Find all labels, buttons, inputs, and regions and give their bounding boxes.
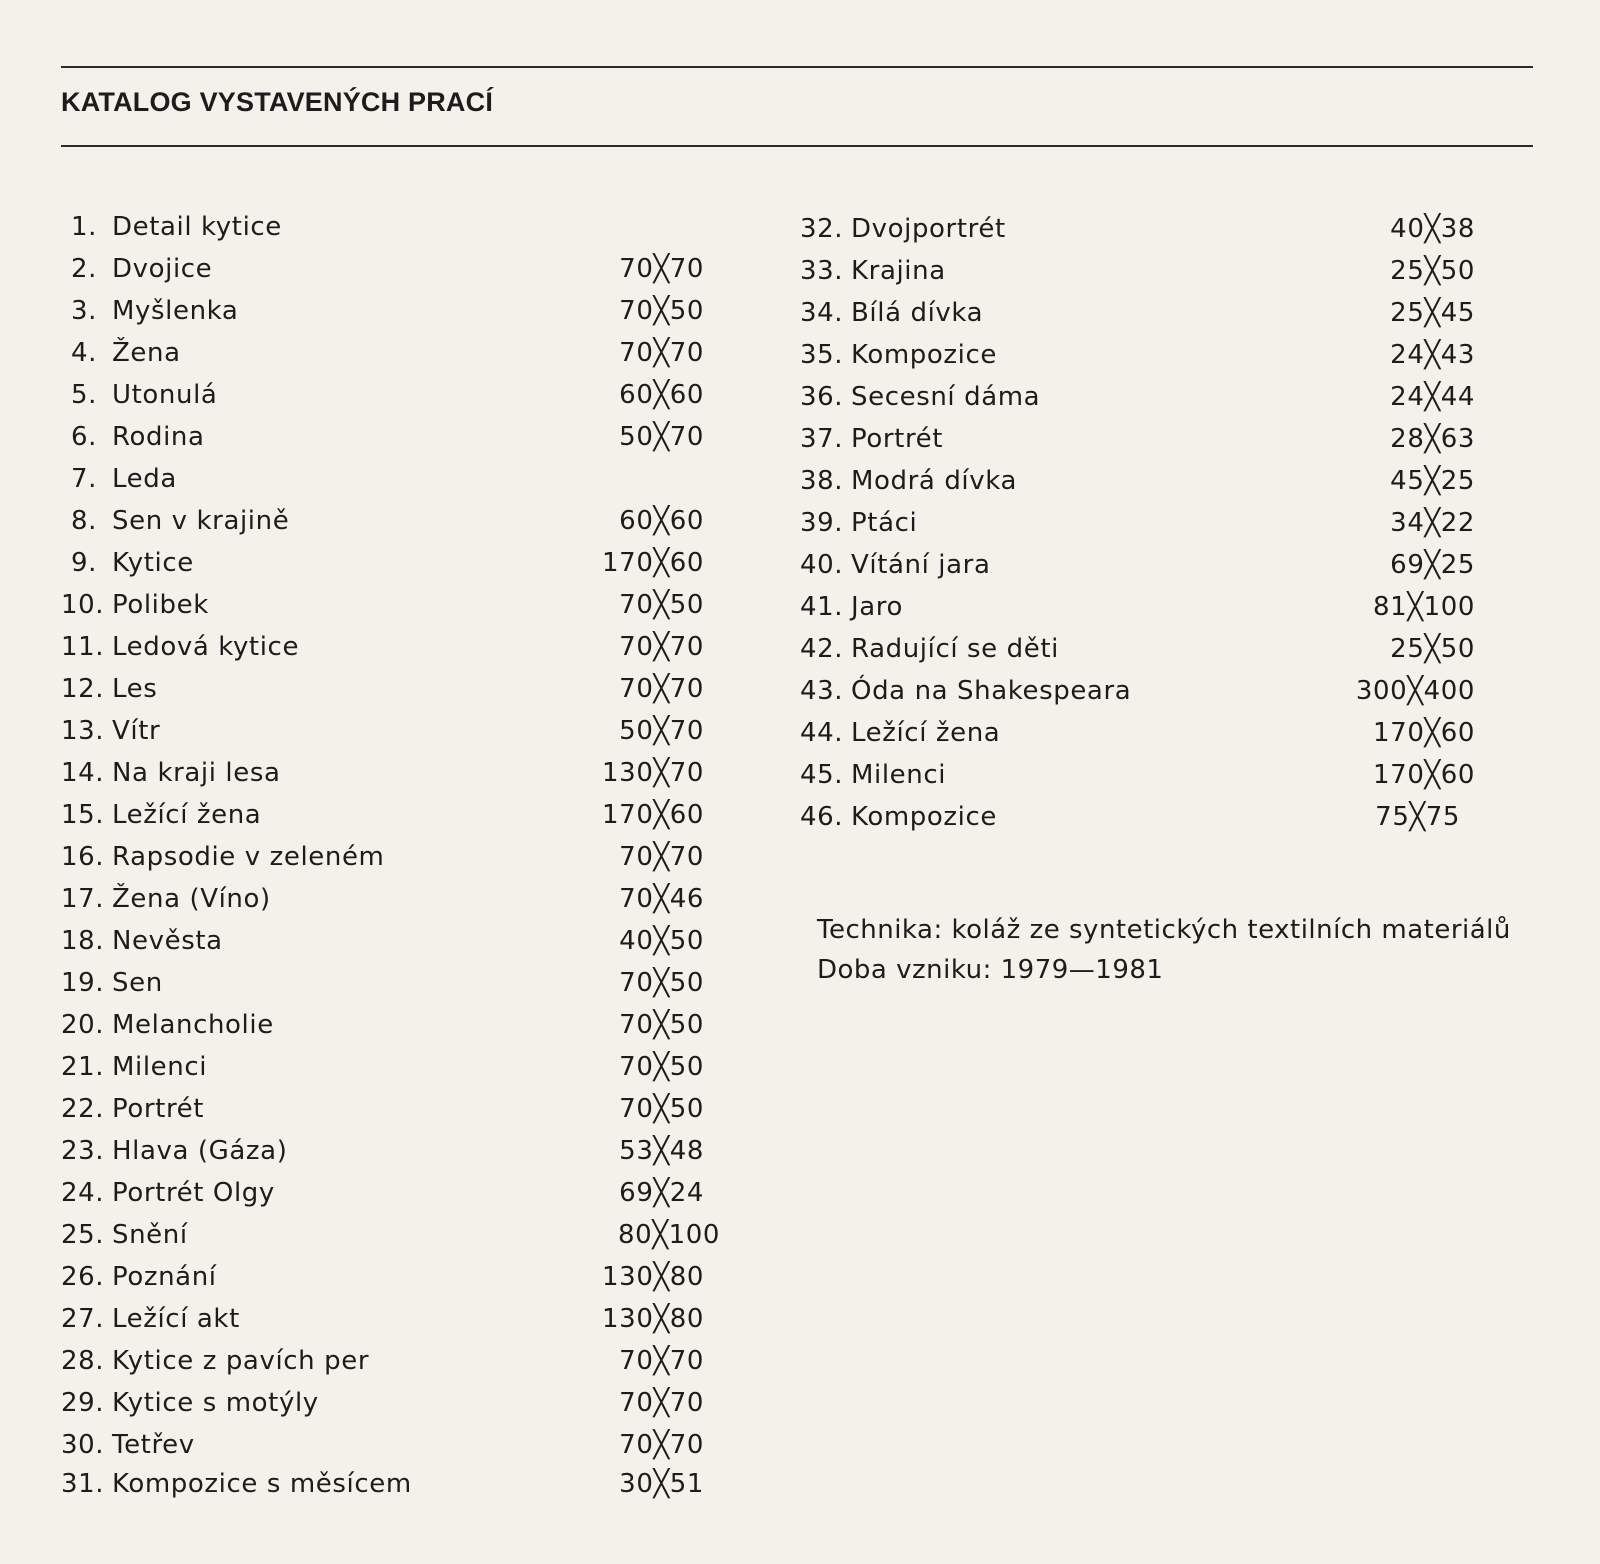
catalog-item: [61, 1388, 721, 1430]
catalog-item-title: Milenci: [851, 760, 947, 790]
catalog-item: [800, 424, 1475, 466]
catalog-item-number: 37.: [800, 424, 844, 454]
catalog-item-title: Ležící žena: [851, 718, 1001, 748]
catalog-item-number: 13.: [61, 716, 105, 746]
title-rule: [61, 145, 1533, 147]
catalog-item-title: Portrét: [851, 424, 944, 454]
catalog-item-title: Portrét: [112, 1094, 205, 1124]
catalog-item: [61, 380, 721, 422]
catalog-item-title: Ležící žena: [112, 800, 262, 830]
catalog-item-dimensions: 70╳50: [619, 1010, 704, 1040]
catalog-item-title: Krajina: [851, 256, 946, 286]
catalog-item-dimensions: 80╳100: [618, 1220, 720, 1250]
catalog-item-number: 15.: [61, 800, 105, 830]
catalog-item-title: Ležící akt: [112, 1304, 240, 1334]
catalog-notes: [817, 910, 1511, 990]
catalog-item: [61, 212, 721, 254]
catalog-item-number: 19.: [61, 968, 105, 998]
catalog-item: [61, 1094, 721, 1136]
catalog-item-dimensions: 300╳400: [1355, 676, 1475, 706]
catalog-item-title: Snění: [112, 1220, 188, 1250]
catalog-item: [61, 1010, 721, 1052]
catalog-item: [800, 214, 1475, 256]
catalog-item-title: Utonulá: [112, 380, 218, 410]
catalog-item: [800, 718, 1475, 760]
catalog-item-number: 38.: [800, 466, 844, 496]
catalog-item-number: 24.: [61, 1178, 105, 1208]
catalog-item-number: 36.: [800, 382, 844, 412]
catalog-item: [61, 1178, 721, 1220]
catalog-item-title: Leda: [112, 464, 177, 494]
page-title: KATALOG VYSTAVENÝCH PRACÍ: [61, 87, 494, 117]
catalog-item-dimensions: 60╳60: [619, 380, 704, 410]
catalog-item-number: 42.: [800, 634, 844, 664]
catalog-item: [800, 802, 1475, 844]
catalog-item: [61, 1430, 721, 1469]
catalog-item-title: Vítání jara: [851, 550, 991, 580]
catalog-item-number: 43.: [800, 676, 844, 706]
catalog-item-dimensions: 130╳70: [602, 758, 704, 788]
catalog-item-number: 14.: [61, 758, 105, 788]
catalog-item: [800, 256, 1475, 298]
catalog-item-number: 46.: [800, 802, 844, 832]
catalog-item: [61, 1346, 721, 1388]
catalog-item-title: Hlava (Gáza): [112, 1136, 288, 1166]
catalog-item-number: 45.: [800, 760, 844, 790]
catalog-item-number: 34.: [800, 298, 844, 328]
catalog-item-number: 22.: [61, 1094, 105, 1124]
catalog-item-title: Modrá dívka: [851, 466, 1017, 496]
catalog-item-number: 16.: [61, 842, 105, 872]
catalog-item-dimensions: 75╳75: [1375, 802, 1460, 832]
catalog-item: [800, 676, 1475, 718]
catalog-item-title: Kompozice s měsícem: [112, 1469, 412, 1499]
catalog-item-number: 26.: [61, 1262, 105, 1292]
catalog-item-number: 6.: [70, 422, 97, 452]
catalog-item-dimensions: 81╳100: [1373, 592, 1475, 622]
catalog-item-dimensions: 170╳60: [1373, 718, 1475, 748]
catalog-item-dimensions: 70╳70: [619, 674, 704, 704]
catalog-item: [61, 1136, 721, 1178]
catalog-item-dimensions: 28╳63: [1390, 424, 1475, 454]
catalog-item: [61, 590, 721, 632]
catalog-item-dimensions: 70╳70: [619, 632, 704, 662]
catalog-item-title: Kytice s motýly: [112, 1388, 319, 1418]
catalog-item-title: Tetřev: [112, 1430, 195, 1460]
catalog-item-number: 7.: [70, 464, 97, 494]
catalog-item-dimensions: 70╳70: [619, 1388, 704, 1418]
catalog-item-number: 20.: [61, 1010, 105, 1040]
catalog-item-title: Žena (Víno): [112, 884, 271, 914]
catalog-item: [61, 422, 721, 464]
catalog-item-number: 5.: [70, 380, 97, 410]
catalog-column-left: [61, 212, 721, 1508]
catalog-item-number: 23.: [61, 1136, 105, 1166]
catalog-item-number: 41.: [800, 592, 844, 622]
catalog-item-title: Kompozice: [851, 802, 997, 832]
catalog-item-dimensions: 45╳25: [1390, 466, 1475, 496]
catalog-item-dimensions: 40╳50: [619, 926, 704, 956]
catalog-item-dimensions: 30╳51: [619, 1469, 704, 1499]
catalog-item: [61, 926, 721, 968]
catalog-item: [61, 800, 721, 842]
catalog-item-title: Myšlenka: [112, 296, 239, 326]
catalog-item: [800, 508, 1475, 550]
catalog-item-title: Nevěsta: [112, 926, 223, 956]
catalog-item-title: Poznání: [112, 1262, 217, 1292]
catalog-item-title: Sen: [112, 968, 163, 998]
catalog-item-title: Bílá dívka: [851, 298, 984, 328]
catalog-item-dimensions: 25╳50: [1390, 634, 1475, 664]
catalog-item-number: 21.: [61, 1052, 105, 1082]
catalog-item-dimensions: 70╳50: [619, 1052, 704, 1082]
catalog-item-title: Secesní dáma: [851, 382, 1041, 412]
catalog-item-dimensions: 34╳22: [1390, 508, 1475, 538]
catalog-item-dimensions: 70╳70: [619, 842, 704, 872]
catalog-item-dimensions: 70╳46: [619, 884, 704, 914]
catalog-item: [61, 758, 721, 800]
catalog-item: [800, 340, 1475, 382]
catalog-item-number: 11.: [61, 632, 105, 662]
catalog-item-dimensions: 24╳44: [1390, 382, 1475, 412]
catalog-item: [61, 632, 721, 674]
catalog-item-number: 44.: [800, 718, 844, 748]
catalog-item-title: Óda na Shakespeara: [851, 676, 1132, 706]
catalog-item-number: 2.: [70, 254, 97, 284]
catalog-item: [800, 550, 1475, 592]
catalog-item-title: Rodina: [112, 422, 205, 452]
catalog-item-dimensions: 69╳24: [619, 1178, 704, 1208]
catalog-item-dimensions: 40╳38: [1390, 214, 1475, 244]
catalog-item-number: 32.: [800, 214, 844, 244]
catalog-item: [800, 592, 1475, 634]
catalog-item-number: 4.: [70, 338, 97, 368]
catalog-item-number: 30.: [61, 1430, 105, 1460]
catalog-item-title: Dvojportrét: [851, 214, 1006, 244]
catalog-item-dimensions: 170╳60: [602, 800, 704, 830]
catalog-item-number: 10.: [61, 590, 105, 620]
catalog-item-number: 33.: [800, 256, 844, 286]
catalog-item-number: 17.: [61, 884, 105, 914]
catalog-item: [800, 298, 1475, 340]
catalog-item-title: Radující se děti: [851, 634, 1059, 664]
catalog-item-title: Ledová kytice: [112, 632, 300, 662]
catalog-item: [800, 382, 1475, 424]
catalog-item-dimensions: 53╳48: [619, 1136, 704, 1166]
catalog-item: [61, 548, 721, 590]
catalog-item-dimensions: 50╳70: [619, 422, 704, 452]
catalog-item-title: Ptáci: [851, 508, 918, 538]
catalog-item-number: 35.: [800, 340, 844, 370]
catalog-item-title: Kompozice: [851, 340, 997, 370]
catalog-item: [61, 1469, 721, 1508]
catalog-item: [61, 674, 721, 716]
catalog-item-title: Žena: [112, 338, 181, 368]
catalog-item-title: Kytice: [112, 548, 194, 578]
catalog-item-dimensions: 60╳60: [619, 506, 704, 536]
catalog-item-number: 29.: [61, 1388, 105, 1418]
catalog-item-number: 28.: [61, 1346, 105, 1376]
catalog-item: [61, 1304, 721, 1346]
catalog-item-number: 9.: [70, 548, 97, 578]
catalog-item-dimensions: 70╳70: [619, 1346, 704, 1376]
catalog-item: [61, 968, 721, 1010]
catalog-item-dimensions: 50╳70: [619, 716, 704, 746]
catalog-item: [61, 842, 721, 884]
catalog-item-dimensions: 25╳50: [1390, 256, 1475, 286]
catalog-item: [800, 466, 1475, 508]
catalog-column-right: [800, 214, 1475, 844]
catalog-item-dimensions: 24╳43: [1390, 340, 1475, 370]
top-rule: [61, 66, 1533, 68]
catalog-item-title: Jaro: [851, 592, 904, 622]
catalog-item-dimensions: 69╳25: [1390, 550, 1475, 580]
catalog-item-number: 27.: [61, 1304, 105, 1334]
catalog-item: [61, 296, 721, 338]
catalog-item-dimensions: 70╳50: [619, 968, 704, 998]
catalog-item-dimensions: 70╳70: [619, 1430, 704, 1460]
catalog-item-title: Milenci: [112, 1052, 208, 1082]
catalog-item-title: Dvojice: [112, 254, 213, 284]
catalog-item-title: Vítr: [112, 716, 161, 746]
catalog-item: [800, 634, 1475, 676]
catalog-item-dimensions: 25╳45: [1390, 298, 1475, 328]
catalog-item-title: Portrét Olgy: [112, 1178, 275, 1208]
catalog-item-number: 31.: [61, 1469, 105, 1499]
catalog-item-dimensions: 70╳70: [619, 338, 704, 368]
catalog-item: [61, 884, 721, 926]
catalog-item-number: 40.: [800, 550, 844, 580]
catalog-item-number: 39.: [800, 508, 844, 538]
catalog-item-title: Rapsodie v zeleném: [112, 842, 385, 872]
catalog-item: [61, 716, 721, 758]
catalog-item-dimensions: 130╳80: [602, 1304, 704, 1334]
catalog-item-dimensions: 70╳50: [619, 590, 704, 620]
catalog-item: [61, 1220, 721, 1262]
catalog-item-title: Melancholie: [112, 1010, 274, 1040]
catalog-item: [61, 254, 721, 296]
catalog-item: [61, 506, 721, 548]
catalog-item-dimensions: 170╳60: [1373, 760, 1475, 790]
catalog-item-title: Polibek: [112, 590, 209, 620]
catalog-item-title: Sen v krajině: [112, 506, 290, 536]
catalog-item-title: Kytice z pavích per: [112, 1346, 370, 1376]
catalog-item: [61, 338, 721, 380]
technique-note: Technika: koláž ze syntetických textilních materiálů: [817, 915, 1511, 945]
catalog-item-title: Detail kytice: [112, 212, 282, 242]
catalog-item-number: 8.: [70, 506, 97, 536]
catalog-item: [800, 760, 1475, 802]
catalog-item-number: 25.: [61, 1220, 105, 1250]
catalog-item: [61, 1262, 721, 1304]
catalog-item-dimensions: 130╳80: [602, 1262, 704, 1292]
catalog-item-title: Les: [112, 674, 158, 704]
catalog-item-number: 3.: [70, 296, 97, 326]
catalog-item: [61, 1052, 721, 1094]
catalog-item: [61, 464, 721, 506]
catalog-item-dimensions: 70╳50: [619, 296, 704, 326]
catalog-item-number: 12.: [61, 674, 105, 704]
catalog-item-dimensions: 70╳70: [619, 254, 704, 284]
period-note: Doba vzniku: 1979—1981: [817, 955, 1164, 985]
catalog-item-title: Na kraji lesa: [112, 758, 281, 788]
catalog-item-dimensions: 170╳60: [602, 548, 704, 578]
catalog-item-dimensions: 70╳50: [619, 1094, 704, 1124]
catalog-item-number: 1.: [70, 212, 97, 242]
catalog-item-number: 18.: [61, 926, 105, 956]
